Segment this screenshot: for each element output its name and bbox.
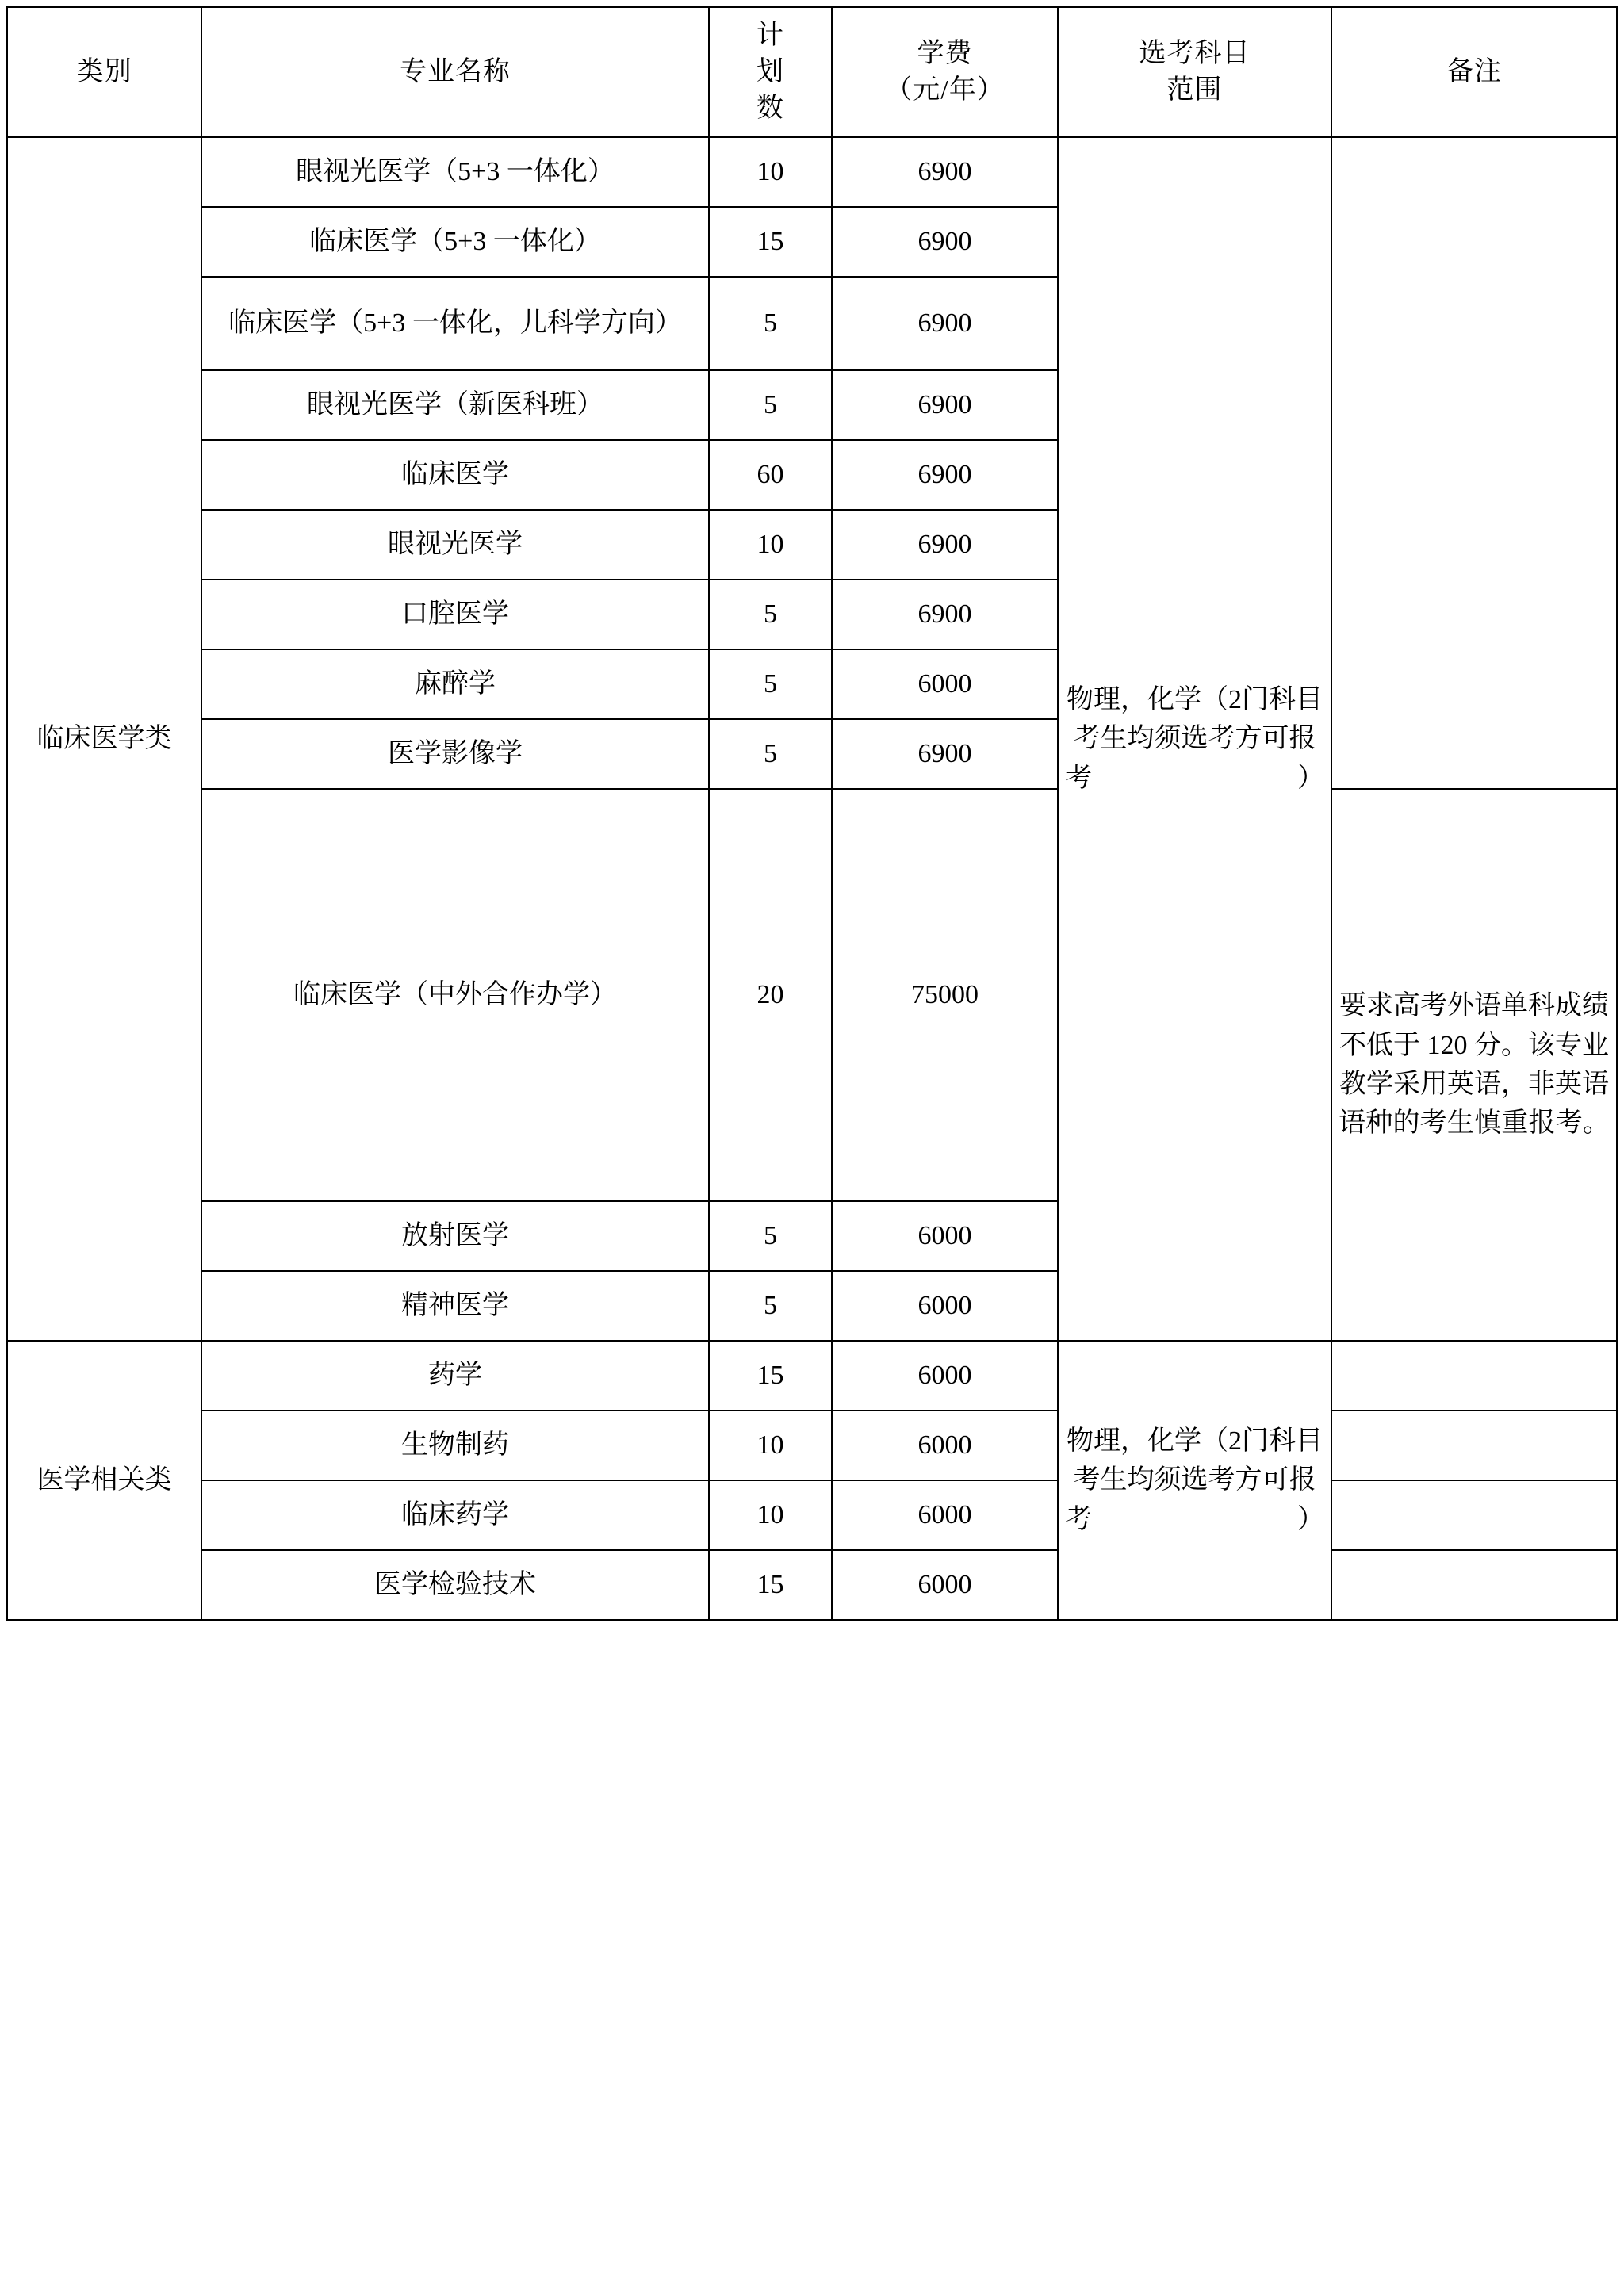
plan-count: 15 bbox=[709, 1550, 832, 1620]
major-name: 临床医学（5+3 一体化，儿科学方向） bbox=[201, 277, 709, 370]
major-name: 临床药学 bbox=[201, 1480, 709, 1550]
table-row bbox=[7, 1411, 1617, 1480]
header-remark: 备注 bbox=[1331, 7, 1617, 137]
header-fee-line1: 学费 bbox=[917, 39, 973, 69]
tuition-fee: 6000 bbox=[832, 1271, 1058, 1341]
plan-count: 20 bbox=[709, 789, 832, 1201]
plan-count: 5 bbox=[709, 370, 832, 440]
plan-count: 10 bbox=[709, 510, 832, 580]
header-plan-line3: 数 bbox=[756, 93, 784, 123]
tuition-fee: 6900 bbox=[832, 277, 1058, 370]
header-plan-line2: 划 bbox=[756, 57, 784, 87]
remark-empty bbox=[1331, 1480, 1617, 1550]
header-fee-line2: （元/年） bbox=[885, 75, 1005, 105]
tuition-fee: 6900 bbox=[832, 580, 1058, 649]
tuition-fee: 6000 bbox=[832, 1550, 1058, 1620]
tuition-fee: 6000 bbox=[832, 1411, 1058, 1480]
table-row bbox=[7, 1341, 1617, 1411]
tuition-fee: 6900 bbox=[832, 137, 1058, 207]
header-plan bbox=[709, 7, 832, 137]
tuition-fee: 6900 bbox=[832, 510, 1058, 580]
major-name: 生物制药 bbox=[201, 1411, 709, 1480]
tuition-fee: 6000 bbox=[832, 1341, 1058, 1411]
header-subject-line1: 选考科目 bbox=[1139, 39, 1251, 69]
category-medical-related: 医学相关类 bbox=[7, 1341, 201, 1620]
header-category: 类别 bbox=[7, 7, 201, 137]
header-plan-line1: 计 bbox=[756, 21, 784, 51]
major-name: 临床医学（中外合作办学） bbox=[201, 789, 709, 1201]
tuition-fee: 6900 bbox=[832, 370, 1058, 440]
tuition-fee: 6900 bbox=[832, 207, 1058, 277]
major-name: 医学影像学 bbox=[201, 719, 709, 789]
major-name: 口腔医学 bbox=[201, 580, 709, 649]
plan-count: 15 bbox=[709, 207, 832, 277]
major-name: 麻醉学 bbox=[201, 649, 709, 719]
plan-count: 15 bbox=[709, 1341, 832, 1411]
major-name: 精神医学 bbox=[201, 1271, 709, 1341]
enrollment-plan-table bbox=[6, 6, 1618, 1621]
major-name: 医学检验技术 bbox=[201, 1550, 709, 1620]
plan-count: 5 bbox=[709, 1201, 832, 1271]
remark-empty bbox=[1331, 1341, 1617, 1411]
table-body bbox=[7, 137, 1617, 1620]
table-row bbox=[7, 789, 1617, 1201]
tuition-fee: 6900 bbox=[832, 440, 1058, 510]
major-name: 临床医学 bbox=[201, 440, 709, 510]
remark-empty bbox=[1331, 1411, 1617, 1480]
table-row bbox=[7, 1550, 1617, 1620]
subject-range-clinical: 物理，化学（2门科目考生均须选考方可报考） bbox=[1058, 137, 1331, 1341]
table-header bbox=[7, 7, 1617, 137]
plan-count: 5 bbox=[709, 1271, 832, 1341]
major-name: 药学 bbox=[201, 1341, 709, 1411]
remark-empty bbox=[1331, 137, 1617, 789]
header-major: 专业名称 bbox=[201, 7, 709, 137]
header-fee bbox=[832, 7, 1058, 137]
major-name: 放射医学 bbox=[201, 1201, 709, 1271]
tuition-fee: 75000 bbox=[832, 789, 1058, 1201]
plan-count: 5 bbox=[709, 580, 832, 649]
category-clinical: 临床医学类 bbox=[7, 137, 201, 1341]
plan-count: 60 bbox=[709, 440, 832, 510]
table-row bbox=[7, 137, 1617, 207]
table-row bbox=[7, 1480, 1617, 1550]
tuition-fee: 6000 bbox=[832, 1480, 1058, 1550]
table-header-row bbox=[7, 7, 1617, 137]
plan-count: 5 bbox=[709, 719, 832, 789]
plan-count: 10 bbox=[709, 137, 832, 207]
plan-count: 5 bbox=[709, 649, 832, 719]
major-name: 临床医学（5+3 一体化） bbox=[201, 207, 709, 277]
major-name: 眼视光医学（5+3 一体化） bbox=[201, 137, 709, 207]
header-subject-line2: 范围 bbox=[1166, 75, 1223, 105]
subject-range-medical-related: 物理，化学（2门科目考生均须选考方可报考） bbox=[1058, 1341, 1331, 1620]
header-subject bbox=[1058, 7, 1331, 137]
major-name: 眼视光医学 bbox=[201, 510, 709, 580]
plan-count: 10 bbox=[709, 1480, 832, 1550]
plan-count: 10 bbox=[709, 1411, 832, 1480]
plan-count: 5 bbox=[709, 277, 832, 370]
tuition-fee: 6900 bbox=[832, 719, 1058, 789]
major-name: 眼视光医学（新医科班） bbox=[201, 370, 709, 440]
remark-empty bbox=[1331, 1550, 1617, 1620]
tuition-fee: 6000 bbox=[832, 1201, 1058, 1271]
tuition-fee: 6000 bbox=[832, 649, 1058, 719]
remark-note: 要求高考外语单科成绩不低于 120 分。该专业教学采用英语，非英语语种的考生慎重报考。 bbox=[1331, 789, 1617, 1341]
